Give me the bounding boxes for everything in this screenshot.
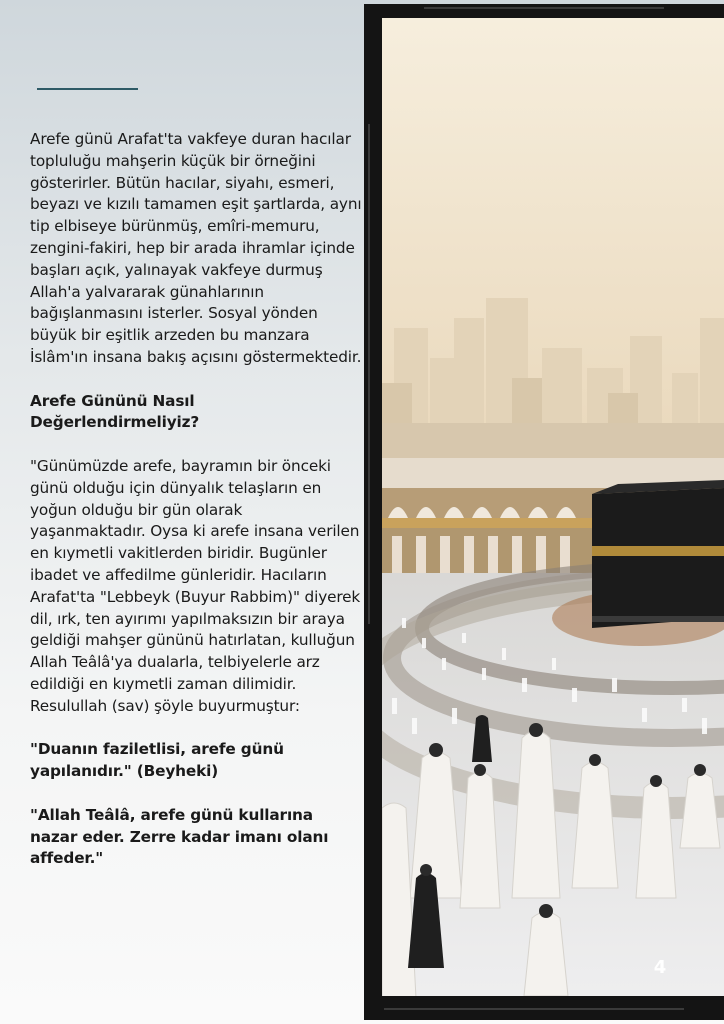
article-body	[30, 129, 362, 892]
hadith-quote-1-text: "Duanın faziletlisi, arefe günü yapılanıdır."	[30, 740, 284, 781]
kaaba-photo	[382, 18, 724, 996]
intro-paragraph: Arefe günü Arafat'ta vakfeye duran hacılar topluluğu mahşerin küçük bir örneğini gösterirler. Bütün hacılar, siyahı, esmeri, beyazı ve kızılı tamamen eşit şartlarda, aynı tip elbiseye bürünmüş, emîri-memuru, zengini-fakiri, hep bir arada ihramlar içinde başları açık, yalınayak vakfeye durmuş Allah'a yalvararak günahlarının bağışlanmasını isterler. Sosyal yönden büyük bir eşitlik arzeden bu manzara İslâm'ın insana bakış açısını göstermektedir.	[30, 130, 362, 366]
accent-rule	[37, 88, 138, 90]
section-heading: Arefe Gününü Nasıl Değerlendirmeliyiz?	[30, 391, 200, 432]
hadith-quote-1	[30, 739, 362, 783]
hadith-quote-2: "Allah Teâlâ, arefe günü kullarına nazar eder. Zerre kadar imanı olanı affeder."	[30, 805, 329, 868]
page-number: 4	[653, 957, 667, 978]
kaaba-photo-illustration	[382, 18, 724, 996]
hadith-quote-1-source: (Beyheki)	[131, 762, 219, 781]
body-paragraph: "Günümüzde arefe, bayramın bir önceki günü olduğu için dünyalık telaşların en yoğun olduğu bir gün olarak yaşanmaktadır. Oysa ki arefe insana verilen en kıymetli vakitlerden biridir. Bugünler ibadet ve affedilme günleridir. Hacıların Arafat'ta "Lebbeyk (Buyur Rabbim)" diyerek dil, ırk, ten ayırımı yapılmaksızın bir araya geldiği mahşer gününü hatırlatan, kulluğun Allah Teâlâ'ya dualarla, telbiyelerle arz edildiği en kıymetli zaman dilimidir. Resulullah (sav) şöyle buyurmuştur:	[30, 456, 361, 715]
